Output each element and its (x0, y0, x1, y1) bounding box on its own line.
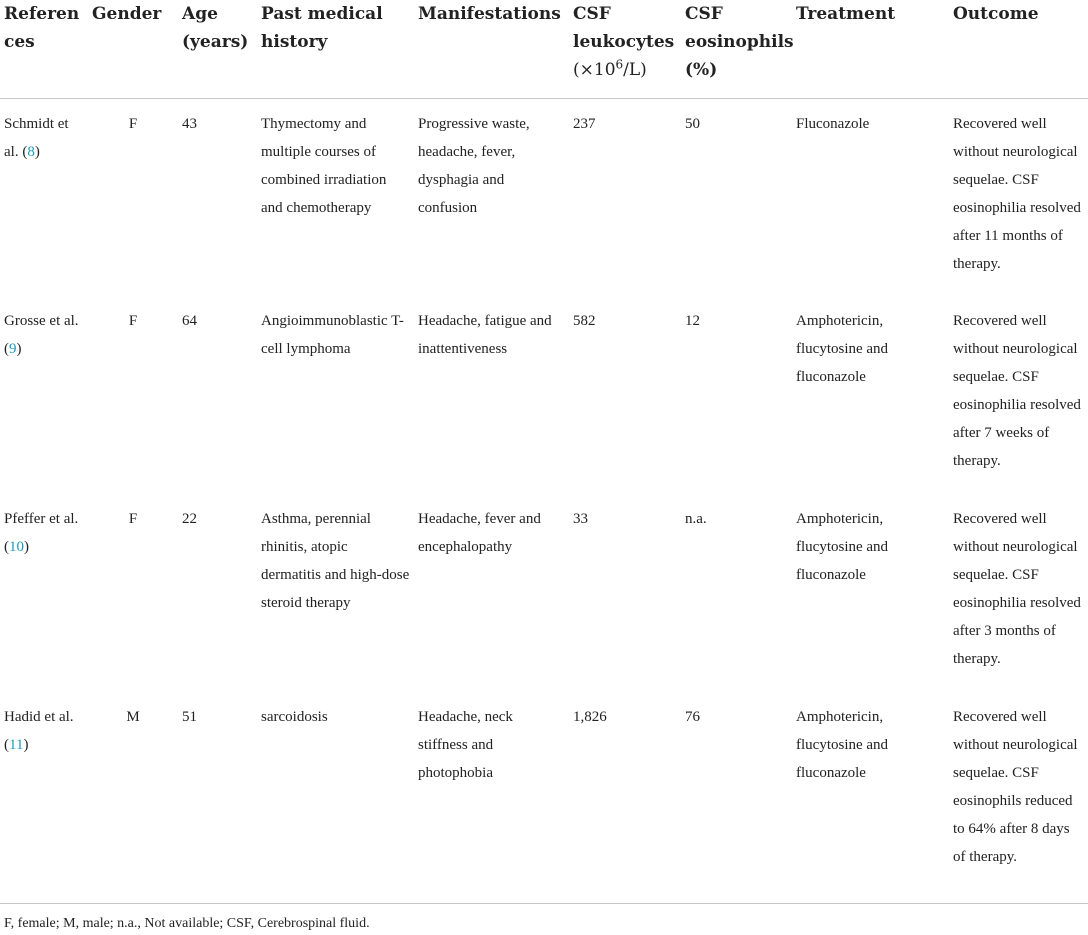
reference-cell: Hadid et al. (11) (4, 708, 74, 753)
header-references: References (4, 4, 80, 52)
gender-cell: F (128, 510, 138, 527)
leukocytes-cell: 237 (573, 116, 596, 132)
header-csf-leukocytes (569, 0, 681, 99)
header-row (0, 0, 1088, 99)
table-row (0, 494, 1088, 692)
treatment-cell: Amphotericin, flucytosine and fluconazole (796, 312, 889, 385)
header-csf-eosinophils: CSF eosinophils (%) (685, 4, 794, 80)
age-cell: 43 (182, 116, 197, 132)
citation-link[interactable]: 8 (27, 144, 35, 160)
header-outcome: Outcome (953, 4, 1039, 24)
eosinophils-cell: 50 (685, 116, 700, 132)
header-manifestations: Manifestations (418, 4, 561, 24)
reference-cell: Grosse et al. (9) (4, 312, 79, 357)
header-gender: Gender (92, 4, 162, 24)
manifestations-cell: Headache, fever and encephalopathy (418, 510, 541, 555)
reference-cell: Pfeffer et al. (10) (4, 510, 79, 555)
citation-link[interactable]: 9 (9, 340, 17, 357)
leukocytes-cell: 582 (573, 312, 596, 329)
outcome-cell: Recovered well without neurological sequelae. CSF eosinophils reduced to 64% after 8 days of therapy. (953, 708, 1078, 865)
table-row (0, 99, 1088, 296)
header-csf-leukocytes-label: CSF leukocytes (573, 4, 675, 52)
header-csf-leukocytes-unit: $(\times 10^6/L)$ (573, 57, 647, 80)
header-treatment: Treatment (796, 4, 896, 24)
treatment-cell: Fluconazole (796, 116, 870, 132)
gender-cell: F (128, 312, 138, 329)
table-footnote: F, female; M, male; n.a., Not available; CSF, Cerebrospinal fluid. (4, 916, 370, 931)
age-cell: 22 (182, 510, 197, 527)
manifestations-cell: Headache, fatigue and inattentiveness (418, 312, 552, 357)
outcome-cell: Recovered well without neurological sequelae. CSF eosinophilia resolved after 3 months of therapy. (953, 510, 1081, 667)
reference-cell: Schmidt et al. (8) (4, 116, 69, 160)
history-cell: Thymectomy and multiple courses of combined irradiation and chemotherapy (261, 116, 387, 216)
table-row (0, 296, 1088, 494)
age-cell: 64 (182, 312, 197, 329)
treatment-cell: Amphotericin, flucytosine and fluconazole (796, 510, 889, 583)
history-cell: Asthma, perennial rhinitis, atopic dermatitis and high-dose steroid therapy (261, 510, 410, 611)
table-row (0, 692, 1088, 904)
eosinophils-cell: 76 (685, 708, 700, 725)
citation-link[interactable]: 11 (9, 736, 24, 753)
leukocytes-cell: 33 (573, 510, 588, 527)
outcome-cell: Recovered well without neurological sequelae. CSF eosinophilia resolved after 7 weeks of therapy. (953, 312, 1081, 469)
leukocytes-cell: 1,826 (573, 708, 607, 725)
citation-link[interactable]: 10 (9, 538, 24, 555)
eosinophils-cell: 12 (685, 312, 700, 329)
gender-cell: M (126, 708, 140, 725)
history-cell: Angioimmunoblastic T-cell lymphoma (261, 312, 404, 357)
treatment-cell: Amphotericin, flucytosine and fluconazole (796, 708, 889, 781)
eosinophils-cell: n.a. (685, 510, 707, 527)
age-cell: 51 (182, 708, 197, 725)
history-cell: sarcoidosis (261, 708, 328, 725)
gender-cell: F (128, 116, 138, 132)
header-age: Age (years) (182, 4, 249, 52)
manifestations-cell: Progressive waste, headache, fever, dysphagia and confusion (418, 116, 530, 216)
manifestations-cell: Headache, neck stiffness and photophobia (418, 708, 513, 781)
outcome-cell: Recovered well without neurological sequelae. CSF eosinophilia resolved after 11 months of therapy. (953, 116, 1081, 272)
header-past-history: Past medical history (261, 4, 383, 52)
